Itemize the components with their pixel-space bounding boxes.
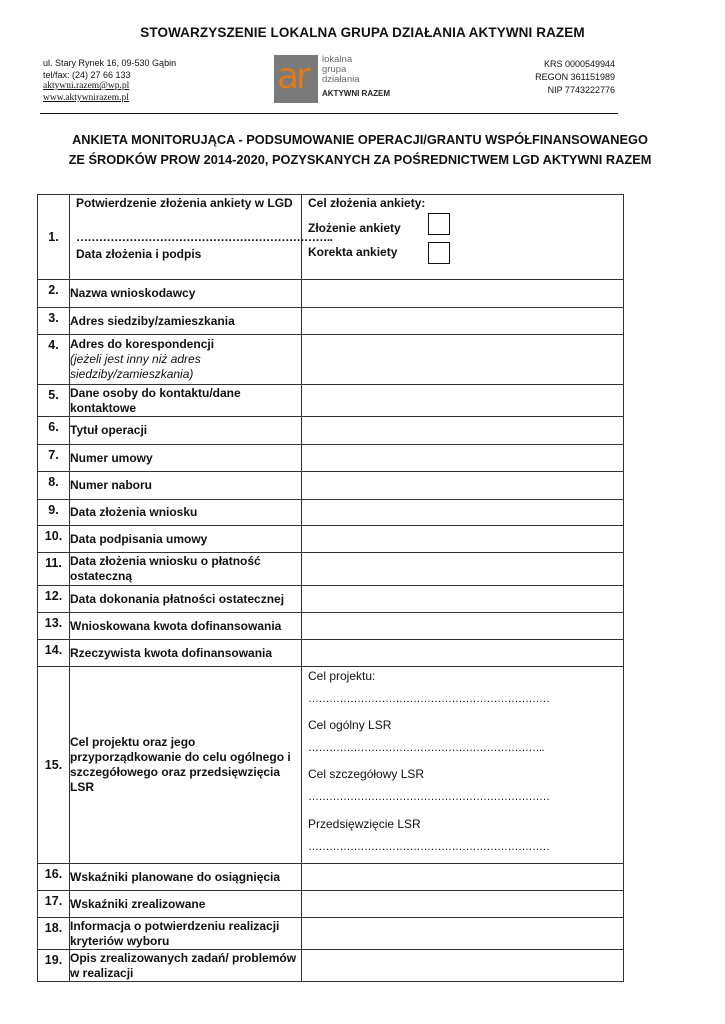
- row-number: 2.: [38, 280, 70, 308]
- row-number: 17.: [38, 891, 70, 918]
- row-label: Wskaźniki planowane do osiągnięcia: [70, 864, 302, 891]
- answer-field[interactable]: [302, 640, 624, 667]
- row-number: 18.: [38, 918, 70, 950]
- phone-line: tel/fax: (24) 27 66 133: [43, 69, 131, 80]
- address-line: ul. Stary Rynek 16, 09-530 Gąbin: [43, 58, 177, 68]
- signature-line[interactable]: …………………………………………………………..: [76, 230, 333, 244]
- form-row: [38, 280, 624, 308]
- confirmation-cell: [70, 195, 333, 279]
- submit-option-label: Złożenie ankiety: [308, 221, 401, 235]
- date-signature-label: Data złożenia i podpis: [76, 247, 202, 261]
- lgd-logo: [274, 55, 404, 105]
- purpose-cell: [302, 195, 623, 279]
- form-row-1: [38, 195, 624, 280]
- form-row: [38, 918, 624, 950]
- logo-text: lokalna grupa działania AKTYWNI RAZEM: [322, 54, 390, 98]
- email-link[interactable]: aktywni.razem@wp.pl: [43, 81, 130, 92]
- answer-field[interactable]: [302, 586, 624, 613]
- row-number: 5.: [38, 385, 70, 417]
- row-number: 11.: [38, 553, 70, 586]
- form-row: [38, 335, 624, 385]
- row-label: Numer naboru: [70, 472, 302, 500]
- website-link[interactable]: www.aktywnirazem.pl: [43, 92, 129, 103]
- row-number: 12.: [38, 586, 70, 613]
- submit-checkbox[interactable]: [428, 213, 450, 235]
- row-number: 9.: [38, 500, 70, 526]
- answer-field[interactable]: [302, 445, 624, 472]
- specific-goal-field[interactable]: ……………………………………………………………: [308, 791, 550, 803]
- row-label: Adres do korespondencji (jeżeli jest inny niż adres siedziby/zamieszkania): [70, 335, 302, 385]
- project-goal-field[interactable]: ……………………………………………………………: [308, 693, 550, 705]
- form-row: [38, 553, 624, 586]
- nip-number: NIP 7743222776: [547, 85, 615, 95]
- row-label: Data podpisania umowy: [70, 526, 302, 553]
- header-divider: [40, 113, 618, 114]
- answer-field[interactable]: [302, 417, 624, 445]
- form-row: [38, 500, 624, 526]
- row-label: Wskaźniki zrealizowane: [70, 891, 302, 918]
- answer-field[interactable]: [302, 385, 624, 417]
- row-label: Opis zrealizowanych zadań/ problemów w realizacji: [70, 950, 302, 982]
- registry-numbers: [535, 58, 615, 97]
- initiative-field[interactable]: ……………………………………………………………: [308, 841, 550, 853]
- form-row: [38, 308, 624, 335]
- form-row: [38, 417, 624, 445]
- answer-field[interactable]: [302, 950, 624, 982]
- row-note: (jeżeli jest inny niż adres siedziby/zamieszkania): [70, 352, 201, 381]
- project-goal-label: Cel projektu:: [308, 669, 376, 683]
- row-label: Tytuł operacji: [70, 417, 302, 445]
- regon-number: REGON 361151989: [535, 72, 615, 82]
- krs-number: KRS 0000549944: [543, 59, 615, 69]
- row-label: Nazwa wnioskodawcy: [70, 280, 302, 308]
- answer-field[interactable]: [302, 613, 624, 640]
- form-row: [38, 864, 624, 891]
- row-number: 3.: [38, 308, 70, 335]
- row-label: Rzeczywista kwota dofinansowania: [70, 640, 302, 667]
- correction-checkbox[interactable]: [428, 242, 450, 264]
- form-row: [38, 472, 624, 500]
- purpose-label: Cel złożenia ankiety:: [308, 196, 426, 210]
- organization-name: STOWARZYSZENIE LOKALNA GRUPA DZIAŁANIA AKTYWNI RAZEM: [140, 25, 585, 40]
- row-label: Numer umowy: [70, 445, 302, 472]
- form-row: [38, 445, 624, 472]
- logo-mark: ar: [274, 55, 318, 103]
- contact-address-block: [43, 58, 176, 104]
- answer-field[interactable]: [302, 335, 624, 385]
- row-label: Cel projektu oraz jego przyporządkowanie do celu ogólnego i szczegółowego oraz przedsięwzięcia LSR: [70, 667, 302, 864]
- form-row: [38, 526, 624, 553]
- row-number: 6.: [38, 417, 70, 445]
- row-number: 19.: [38, 950, 70, 982]
- form-row: [38, 640, 624, 667]
- row-label: Informacja o potwierdzeniu realizacji kryteriów wyboru: [70, 918, 302, 950]
- row-label: Adres siedziby/zamieszkania: [70, 308, 302, 335]
- form-row: [38, 586, 624, 613]
- lsr-goals-cell: [302, 667, 623, 863]
- row-label: Dane osoby do kontaktu/dane kontaktowe: [70, 385, 302, 417]
- answer-field[interactable]: [302, 553, 624, 586]
- row-number: 16.: [38, 864, 70, 891]
- form-row-15: [38, 667, 624, 864]
- document-title: ANKIETA MONITORUJĄCA - PODSUMOWANIE OPERACJI/GRANTU WSPÓŁFINANSOWANEGO ZE ŚRODKÓW PROW 2014-2020, POZYSKANYCH ZA POŚREDNICTWEM LGD AKTYWNI RAZEM: [68, 132, 652, 167]
- general-goal-field[interactable]: …………………………………………………………..: [308, 742, 545, 754]
- answer-field[interactable]: [302, 891, 624, 918]
- row-label: Data złożenia wniosku o płatność ostateczną: [70, 553, 302, 586]
- form-row: [38, 950, 624, 982]
- row-label: Data dokonania płatności ostatecznej: [70, 586, 302, 613]
- row-label: Data złożenia wniosku: [70, 500, 302, 526]
- form-row: [38, 385, 624, 417]
- answer-field[interactable]: [302, 472, 624, 500]
- row-number: 14.: [38, 640, 70, 667]
- general-goal-label: Cel ogólny LSR: [308, 718, 392, 732]
- row-label: Wnioskowana kwota dofinansowania: [70, 613, 302, 640]
- specific-goal-label: Cel szczegółowy LSR: [308, 767, 425, 781]
- answer-field[interactable]: [302, 526, 624, 553]
- answer-field[interactable]: [302, 280, 624, 308]
- answer-field[interactable]: [302, 500, 624, 526]
- row-number: 7.: [38, 445, 70, 472]
- row-number: 13.: [38, 613, 70, 640]
- row-number: 8.: [38, 472, 70, 500]
- form-row: [38, 891, 624, 918]
- answer-field[interactable]: [302, 918, 624, 950]
- survey-form-table: [37, 194, 624, 982]
- answer-field[interactable]: [302, 864, 624, 891]
- form-row: [38, 613, 624, 640]
- correction-option-label: Korekta ankiety: [308, 245, 398, 259]
- row-number: 15.: [38, 667, 70, 864]
- initiative-label: Przedsięwzięcie LSR: [308, 817, 421, 831]
- confirmation-label: Potwierdzenie złożenia ankiety w LGD: [76, 196, 293, 210]
- row-number: 1.: [38, 195, 70, 280]
- row-number: 4.: [38, 335, 70, 385]
- row-number: 10.: [38, 526, 70, 553]
- answer-field[interactable]: [302, 308, 624, 335]
